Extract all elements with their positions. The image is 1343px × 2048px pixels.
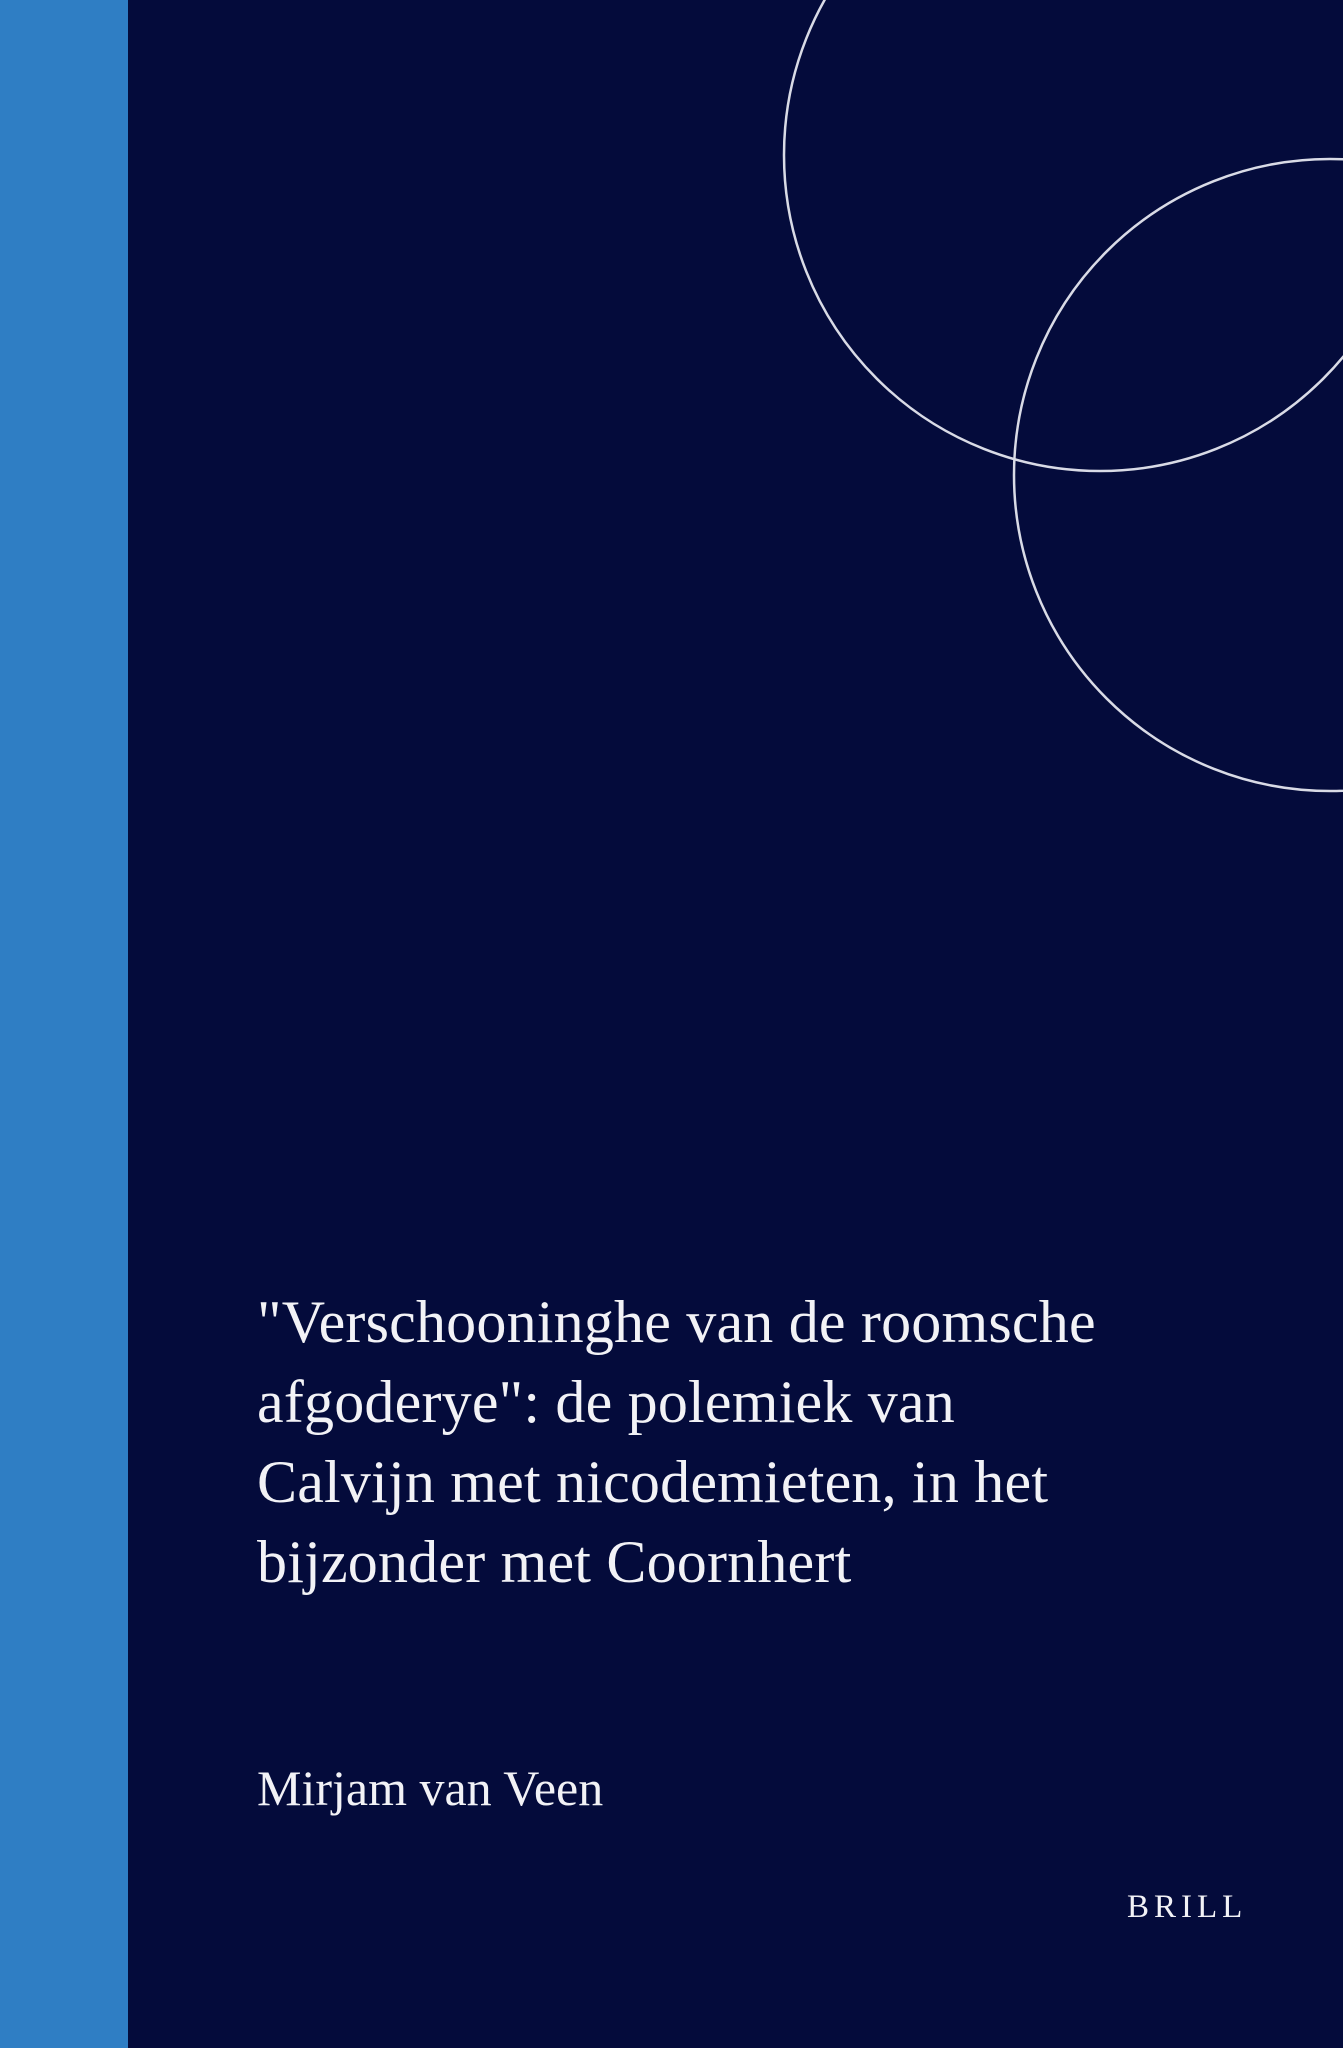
lower-circle-outline xyxy=(1014,159,1343,791)
upper-circle-outline xyxy=(784,0,1343,471)
title-line: Calvijn met nicodemieten, in het xyxy=(257,1449,1049,1515)
title-line: "Verschooninghe van de roomsche xyxy=(257,1289,1096,1355)
book-title xyxy=(257,1282,1297,1602)
title-line: bijzonder met Coornhert xyxy=(257,1529,852,1595)
publisher-logo: BRILL xyxy=(1127,1889,1248,1925)
author-name: Mirjam van Veen xyxy=(257,1760,604,1816)
title-line: afgoderye": de polemiek van xyxy=(257,1369,955,1435)
